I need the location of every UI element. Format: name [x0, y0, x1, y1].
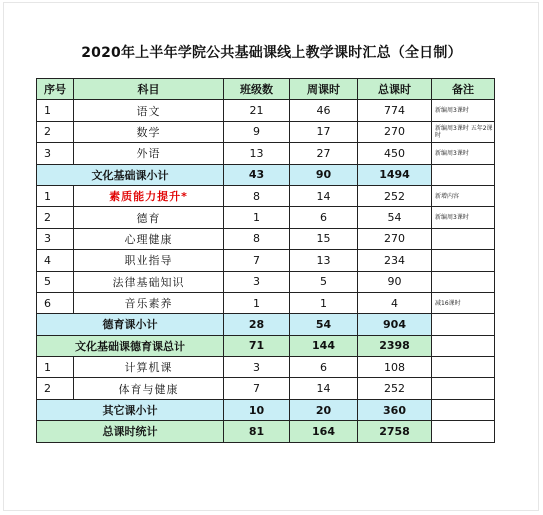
cell-subject: 职业指导 [74, 250, 224, 271]
total-row [37, 421, 495, 442]
cell-classes: 10 [224, 399, 290, 420]
cell-weekly: 1 [290, 292, 358, 313]
cell-total: 1494 [358, 164, 432, 185]
total-label: 文化基础课德育课总计 [37, 335, 224, 356]
cell-subject: 法律基础知识 [74, 271, 224, 292]
table-row [37, 271, 495, 292]
table-row [37, 357, 495, 378]
cell-seq: 1 [37, 357, 74, 378]
cell-classes: 7 [224, 378, 290, 399]
cell-seq: 2 [37, 207, 74, 228]
cell-total: 252 [358, 378, 432, 399]
cell-total: 4 [358, 292, 432, 313]
cell-seq: 1 [37, 100, 74, 121]
table-row [37, 100, 495, 121]
table-row [37, 250, 495, 271]
cell-total: 774 [358, 100, 432, 121]
subtotal-row [37, 164, 495, 185]
cell-weekly: 144 [290, 335, 358, 356]
cell-weekly: 13 [290, 250, 358, 271]
cell-note: 新编周3课时 [432, 207, 495, 228]
cell-classes: 1 [224, 207, 290, 228]
cell-note: 减16课时 [432, 292, 495, 313]
subtotal-label: 文化基础课小计 [37, 164, 224, 185]
cell-weekly: 14 [290, 185, 358, 206]
cell-total: 2398 [358, 335, 432, 356]
header-subject: 科目 [74, 79, 224, 100]
cell-weekly: 6 [290, 207, 358, 228]
cell-classes: 21 [224, 100, 290, 121]
cell-classes: 9 [224, 121, 290, 142]
cell-subject: 外语 [74, 143, 224, 164]
cell-weekly: 164 [290, 421, 358, 442]
cell-total: 270 [358, 121, 432, 142]
cell-subject: 语文 [74, 100, 224, 121]
cell-total: 270 [358, 228, 432, 249]
cell-note [432, 271, 495, 292]
cell-classes: 3 [224, 271, 290, 292]
total-row [37, 335, 495, 356]
cell-note [432, 164, 495, 185]
subtotal-row [37, 314, 495, 335]
table-row [37, 185, 495, 206]
cell-weekly: 54 [290, 314, 358, 335]
cell-total: 252 [358, 185, 432, 206]
cell-total: 108 [358, 357, 432, 378]
cell-seq: 3 [37, 228, 74, 249]
cell-classes: 3 [224, 357, 290, 378]
table-row [37, 121, 495, 142]
cell-weekly: 6 [290, 357, 358, 378]
cell-classes: 8 [224, 228, 290, 249]
table-row [37, 292, 495, 313]
cell-note [432, 335, 495, 356]
subtotal-row [37, 399, 495, 420]
cell-note: 新编周3课时 [432, 100, 495, 121]
header-weekly-hours: 周课时 [290, 79, 358, 100]
course-hours-table [36, 78, 495, 443]
cell-classes: 8 [224, 185, 290, 206]
cell-weekly: 27 [290, 143, 358, 164]
total-label: 总课时统计 [37, 421, 224, 442]
table-row [37, 378, 495, 399]
table-row [37, 228, 495, 249]
cell-note [432, 357, 495, 378]
cell-weekly: 14 [290, 378, 358, 399]
cell-seq: 2 [37, 121, 74, 142]
cell-note [432, 228, 495, 249]
cell-seq: 4 [37, 250, 74, 271]
header-seq: 序号 [37, 79, 74, 100]
cell-weekly: 5 [290, 271, 358, 292]
cell-total: 360 [358, 399, 432, 420]
cell-note [432, 378, 495, 399]
cell-classes: 28 [224, 314, 290, 335]
cell-classes: 1 [224, 292, 290, 313]
cell-seq: 6 [37, 292, 74, 313]
cell-subject: 心理健康 [74, 228, 224, 249]
subtotal-label: 德育课小计 [37, 314, 224, 335]
cell-seq: 1 [37, 185, 74, 206]
cell-classes: 13 [224, 143, 290, 164]
cell-subject: 体育与健康 [74, 378, 224, 399]
header-note: 备注 [432, 79, 495, 100]
cell-weekly: 17 [290, 121, 358, 142]
cell-classes: 81 [224, 421, 290, 442]
cell-classes: 7 [224, 250, 290, 271]
cell-weekly: 90 [290, 164, 358, 185]
table-header-row [37, 79, 495, 100]
cell-note: 新增内容 [432, 185, 495, 206]
cell-weekly: 20 [290, 399, 358, 420]
cell-total: 234 [358, 250, 432, 271]
subtotal-label: 其它课小计 [37, 399, 224, 420]
header-total-hours: 总课时 [358, 79, 432, 100]
cell-subject: 素质能力提升* [74, 185, 224, 206]
cell-seq: 2 [37, 378, 74, 399]
cell-subject: 音乐素养 [74, 292, 224, 313]
cell-seq: 3 [37, 143, 74, 164]
cell-seq: 5 [37, 271, 74, 292]
cell-total: 904 [358, 314, 432, 335]
table-row [37, 207, 495, 228]
cell-note: 新编周3课时 五年2课时 [432, 121, 495, 142]
cell-note [432, 250, 495, 271]
cell-classes: 71 [224, 335, 290, 356]
cell-total: 2758 [358, 421, 432, 442]
table-row [37, 143, 495, 164]
cell-total: 90 [358, 271, 432, 292]
cell-weekly: 15 [290, 228, 358, 249]
cell-subject: 计算机课 [74, 357, 224, 378]
cell-total: 450 [358, 143, 432, 164]
cell-note: 新编周3课时 [432, 143, 495, 164]
cell-note [432, 421, 495, 442]
header-classes: 班级数 [224, 79, 290, 100]
cell-note [432, 314, 495, 335]
document-title: 2020年上半年学院公共基础课线上教学课时汇总（全日制） [81, 45, 462, 61]
cell-weekly: 46 [290, 100, 358, 121]
cell-total: 54 [358, 207, 432, 228]
cell-subject: 数学 [74, 121, 224, 142]
cell-subject: 德育 [74, 207, 224, 228]
cell-classes: 43 [224, 164, 290, 185]
cell-note [432, 399, 495, 420]
